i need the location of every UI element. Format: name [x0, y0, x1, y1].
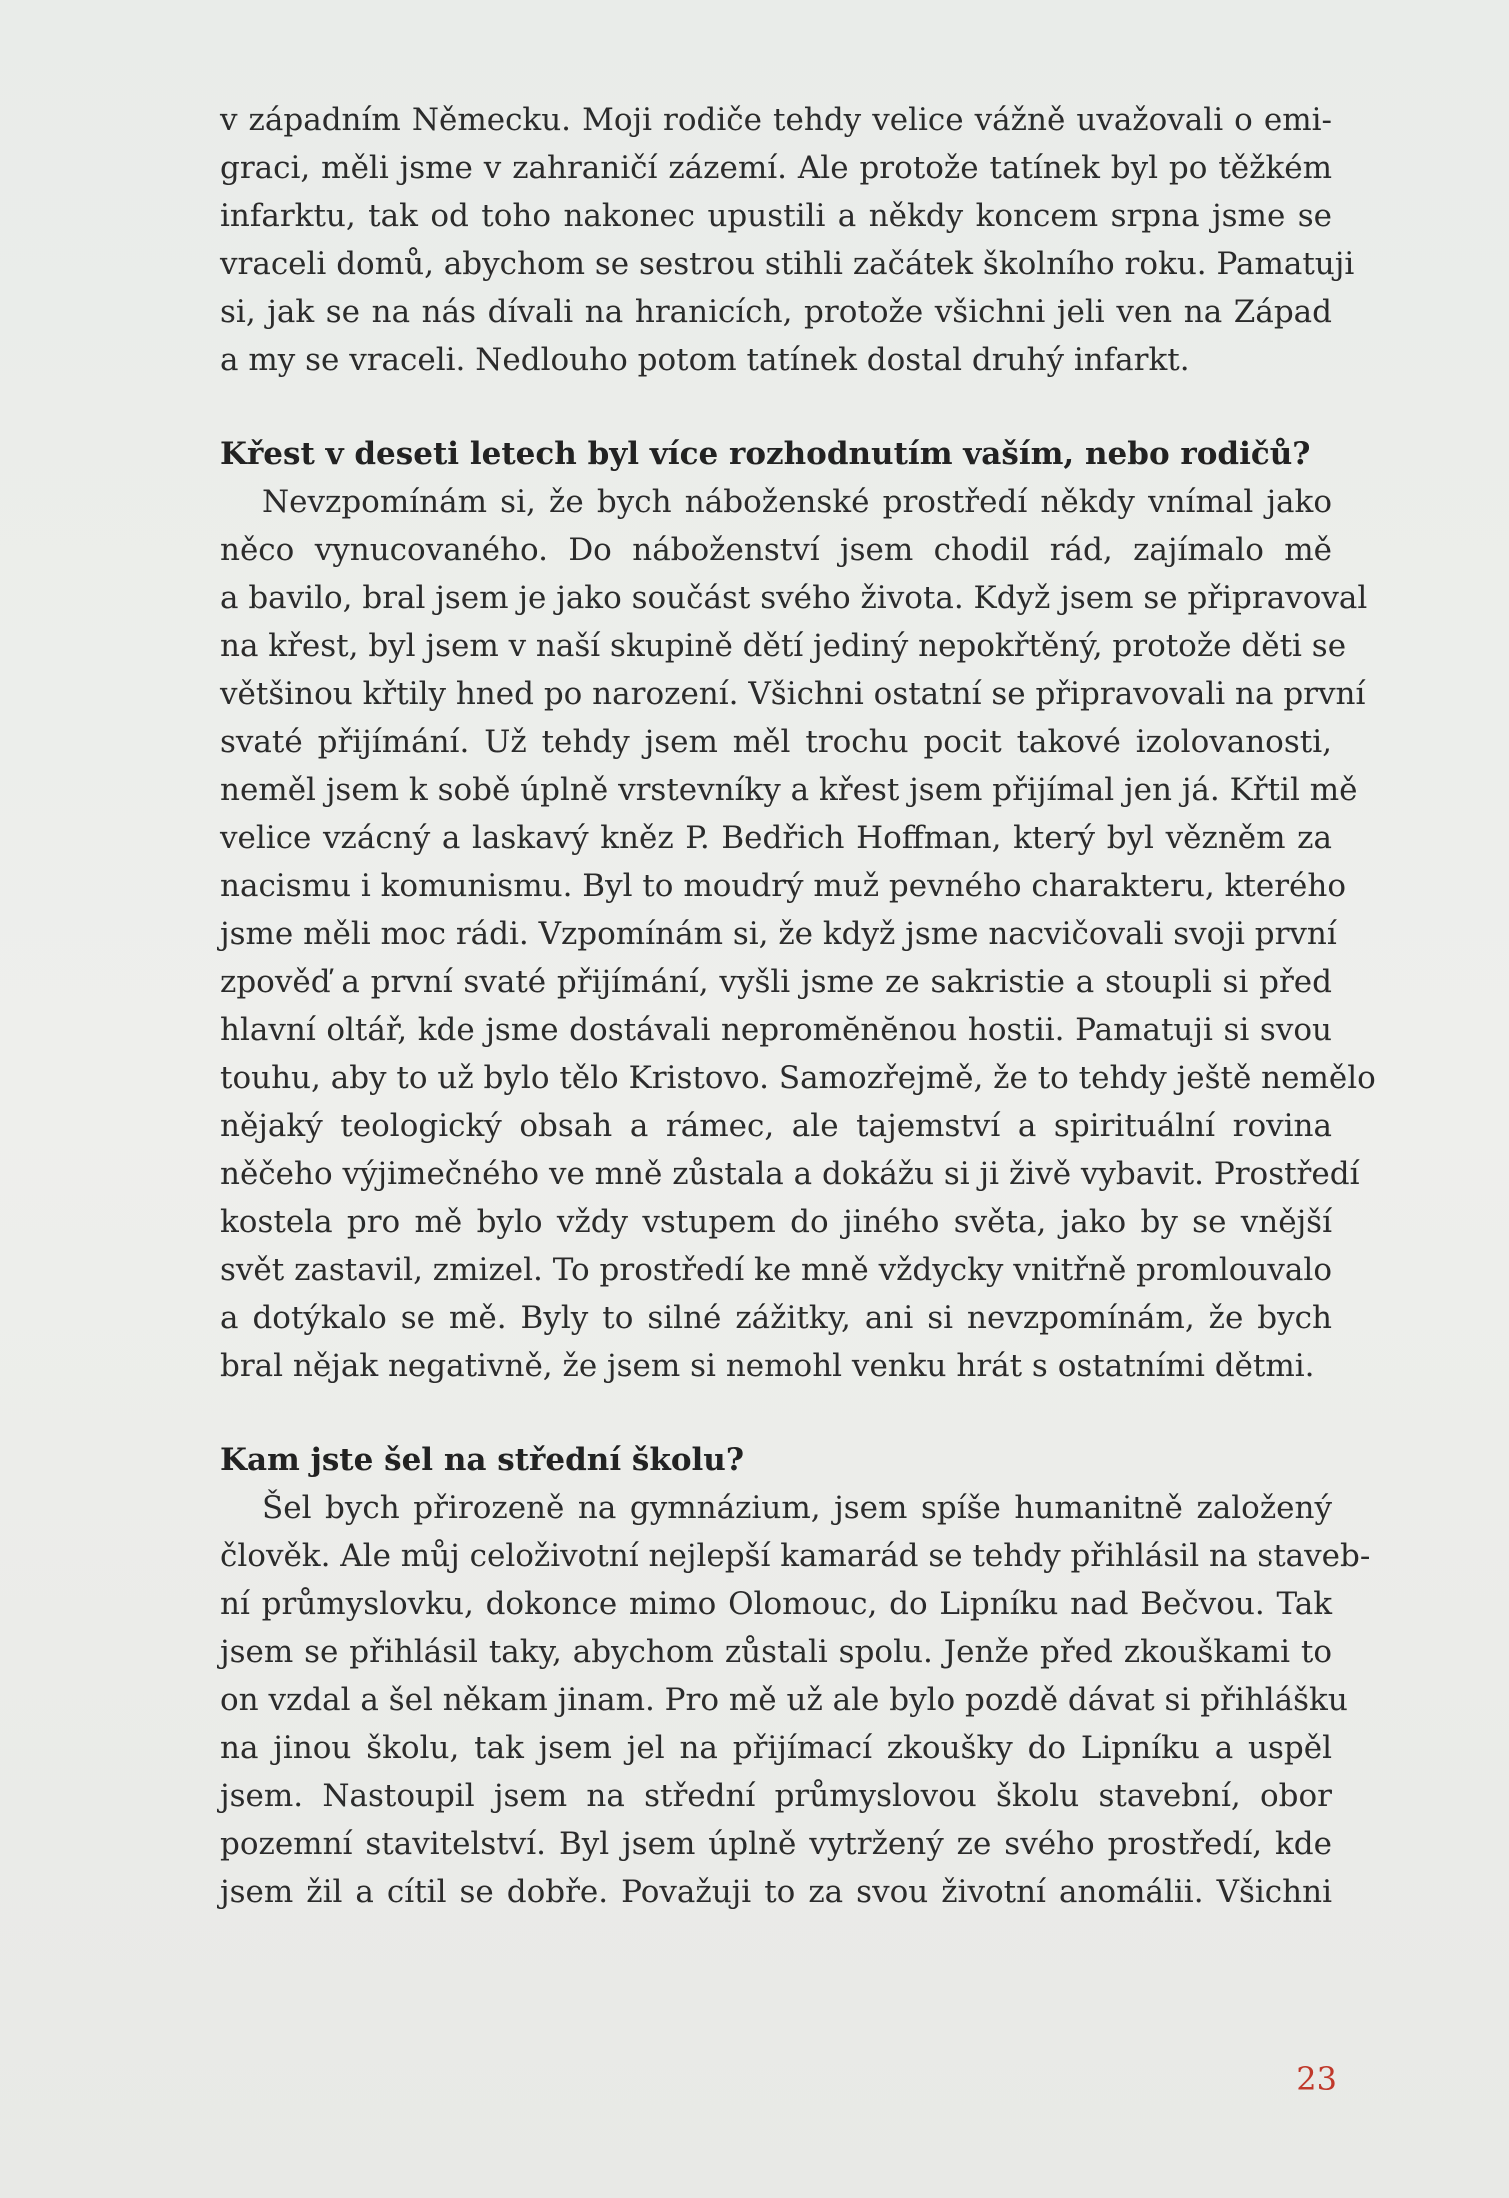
- text-line: v západním Německu. Moji rodiče tehdy velice vážně uvažovali o emi-: [220, 102, 1332, 138]
- page-text: [220, 96, 1376, 1916]
- text-line: Šel bych přirozeně na gymnázium, jsem spíše humanitně založený: [262, 1490, 1332, 1526]
- text-line: jsem se přihlásil taky, abychom zůstali spolu. Jenže před zkouškami to: [220, 1634, 1332, 1670]
- text-line: jsme měli moc rádi. Vzpomínám si, že když jsme nacvičovali svoji první: [220, 916, 1337, 952]
- question-heading: Kam jste šel na střední školu?: [220, 1442, 744, 1478]
- text-line: vraceli domů, abychom se sestrou stihli začátek školního roku. Pamatuji: [220, 246, 1355, 282]
- text-line: neměl jsem k sobě úplně vrstevníky a křest jsem přijímal jen já. Křtil mě: [220, 772, 1358, 808]
- text-line: ní průmyslovku, dokonce mimo Olomouc, do Lipníku nad Bečvou. Tak: [220, 1586, 1332, 1622]
- text-line: většinou křtily hned po narození. Všichni ostatní se připravovali na první: [220, 676, 1366, 712]
- text-line: a my se vraceli. Nedlouho potom tatínek dostal druhý infarkt.: [220, 342, 1190, 378]
- text-line: nějaký teologický obsah a rámec, ale tajemství a spirituální rovina: [220, 1108, 1332, 1144]
- text-line: něco vynucovaného. Do náboženství jsem chodil rád, zajímalo mě: [220, 532, 1332, 568]
- text-line: Nevzpomínám si, že bych náboženské prostředí někdy vnímal jako: [262, 484, 1332, 520]
- question-heading: Křest v deseti letech byl více rozhodnutím vaším, nebo rodičů?: [220, 436, 1311, 472]
- text-line: člověk. Ale můj celoživotní nejlepší kamarád se tehdy přihlásil na staveb-: [220, 1538, 1371, 1574]
- intro-paragraph: [220, 96, 1355, 384]
- section-baptism: [220, 430, 1376, 1390]
- text-line: něčeho výjimečného ve mně zůstala a dokážu si ji živě vybavit. Prostředí: [220, 1156, 1360, 1192]
- text-line: bral nějak negativně, že jsem si nemohl venku hrát s ostatními dětmi.: [220, 1348, 1315, 1384]
- text-line: na křest, byl jsem v naší skupině dětí jediný nepokřtěný, protože děti se: [220, 628, 1347, 664]
- text-line: graci, měli jsme v zahraničí zázemí. Ale protože tatínek byl po těžkém: [220, 150, 1332, 186]
- text-line: infarktu, tak od toho nakonec upustili a někdy koncem srpna jsme se: [220, 198, 1332, 234]
- text-line: velice vzácný a laskavý kněz P. Bedřich Hoffman, který byl vězněm za: [220, 820, 1332, 856]
- text-line: hlavní oltář, kde jsme dostávali nepromĕnĕnou hostii. Pamatuji si svou: [220, 1012, 1332, 1048]
- text-line: si, jak se na nás dívali na hranicích, protože všichni jeli ven na Západ: [220, 294, 1332, 330]
- text-line: pozemní stavitelství. Byl jsem úplně vytržený ze svého prostředí, kde: [220, 1826, 1332, 1862]
- text-line: na jinou školu, tak jsem jel na přijímací zkoušky do Lipníku a uspěl: [220, 1730, 1332, 1766]
- text-line: jsem žil a cítil se dobře. Považuji to za svou životní anomálii. Všichni: [220, 1874, 1332, 1910]
- text-line: svět zastavil, zmizel. To prostředí ke mně vždycky vnitřně promlouvalo: [220, 1252, 1332, 1288]
- text-line: touhu, aby to už bylo tělo Kristovo. Samozřejmě, že to tehdy ještě nemělo: [220, 1060, 1376, 1096]
- text-line: a dotýkalo se mě. Byly to silné zážitky, ani si nevzpomínám, že bych: [220, 1300, 1332, 1336]
- text-line: on vzdal a šel někam jinam. Pro mě už ale bylo pozdě dávat si přihlášku: [220, 1682, 1348, 1718]
- text-line: kostela pro mě bylo vždy vstupem do jiného světa, jako by se vnější: [220, 1204, 1332, 1240]
- text-line: a bavilo, bral jsem je jako součást svého života. Když jsem se připravoval: [220, 580, 1368, 616]
- section-high-school: [220, 1436, 1371, 1916]
- text-line: zpověď a první svaté přijímání, vyšli jsme ze sakristie a stoupli si před: [220, 964, 1332, 1000]
- text-line: nacismu i komunismu. Byl to moudrý muž pevného charakteru, kterého: [220, 868, 1346, 904]
- page-number: 23: [1296, 2060, 1337, 2098]
- text-line: svaté přijímání. Už tehdy jsem měl trochu pocit takové izolovanosti,: [220, 724, 1332, 760]
- text-line: jsem. Nastoupil jsem na střední průmyslovou školu stavební, obor: [220, 1778, 1332, 1814]
